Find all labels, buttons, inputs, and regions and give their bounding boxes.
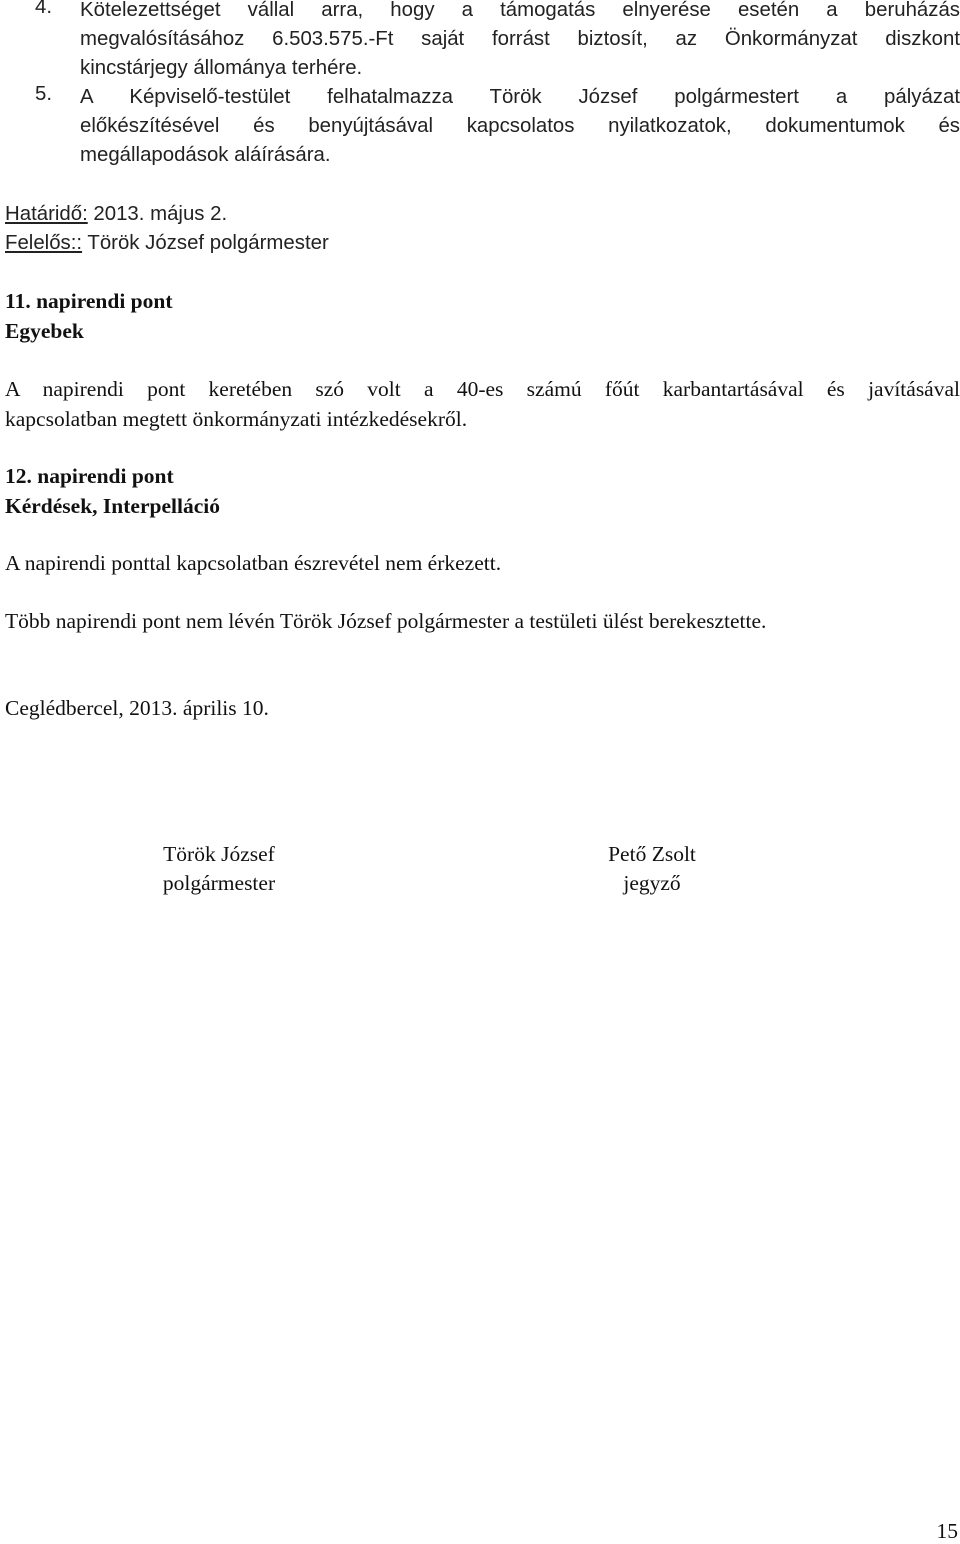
agenda-12-title: 12. napirendi pont [5, 464, 174, 488]
agenda-11-text [5, 374, 960, 434]
text-line: megvalósításához 6.503.575.-Ft saját forrást biztosít, az Önkormányzat diszkont [80, 28, 960, 50]
agenda-11-title: 11. napirendi pont [5, 289, 173, 313]
closing-statement: Több napirendi pont nem lévén Török József polgármester a testületi ülést berekesztette. [5, 609, 767, 633]
list-item-4 [35, 0, 960, 83]
responsible [5, 229, 329, 258]
signature-role: polgármester [162, 871, 276, 895]
signature-name: Pető Zsolt [608, 842, 696, 866]
agenda-12-subtitle: Kérdések, Interpelláció [5, 494, 220, 518]
signature-role: jegyző [623, 871, 681, 895]
text-line: megállapodások aláírására. [80, 144, 331, 166]
signature-mayor [119, 840, 319, 898]
text-line: A napirendi pont keretében szó volt a 40-es számú főút karbantartásával és javításával [5, 377, 960, 401]
list-number: 4. [35, 0, 53, 18]
list-item-5 [35, 83, 960, 170]
page-number: 15 [936, 1519, 958, 1543]
text-line: kapcsolatban megtett önkormányzati intézkedésekről. [5, 407, 468, 431]
list-number: 5. [35, 83, 53, 105]
responsible-label: Felelős:: [5, 232, 83, 254]
responsible-value: Török József polgármester [82, 232, 329, 254]
list-item-text [80, 83, 960, 170]
agenda-12-text: A napirendi ponttal kapcsolatban észrevétel nem érkezett. [5, 551, 502, 575]
list-item-text [80, 0, 960, 83]
agenda-11-subtitle: Egyebek [5, 319, 84, 343]
text-line: Kötelezettséget vállal arra, hogy a támogatás elnyerése esetén a beruházás [80, 0, 960, 21]
text-line: A Képviselő-testület felhatalmazza Török József polgármestert a pályázat [80, 86, 960, 108]
signature-notary [552, 840, 752, 898]
text-line: kincstárjegy állománya terhére. [80, 57, 363, 79]
deadline [5, 200, 227, 229]
signature-name: Török József [163, 842, 275, 866]
deadline-label: Határidő: [5, 203, 88, 225]
place-date: Ceglédbercel, 2013. április 10. [5, 696, 269, 720]
text-line: előkészítésével és benyújtásával kapcsolatos nyilatkozatok, dokumentumok és [80, 115, 960, 137]
deadline-value: 2013. május 2. [87, 203, 228, 225]
